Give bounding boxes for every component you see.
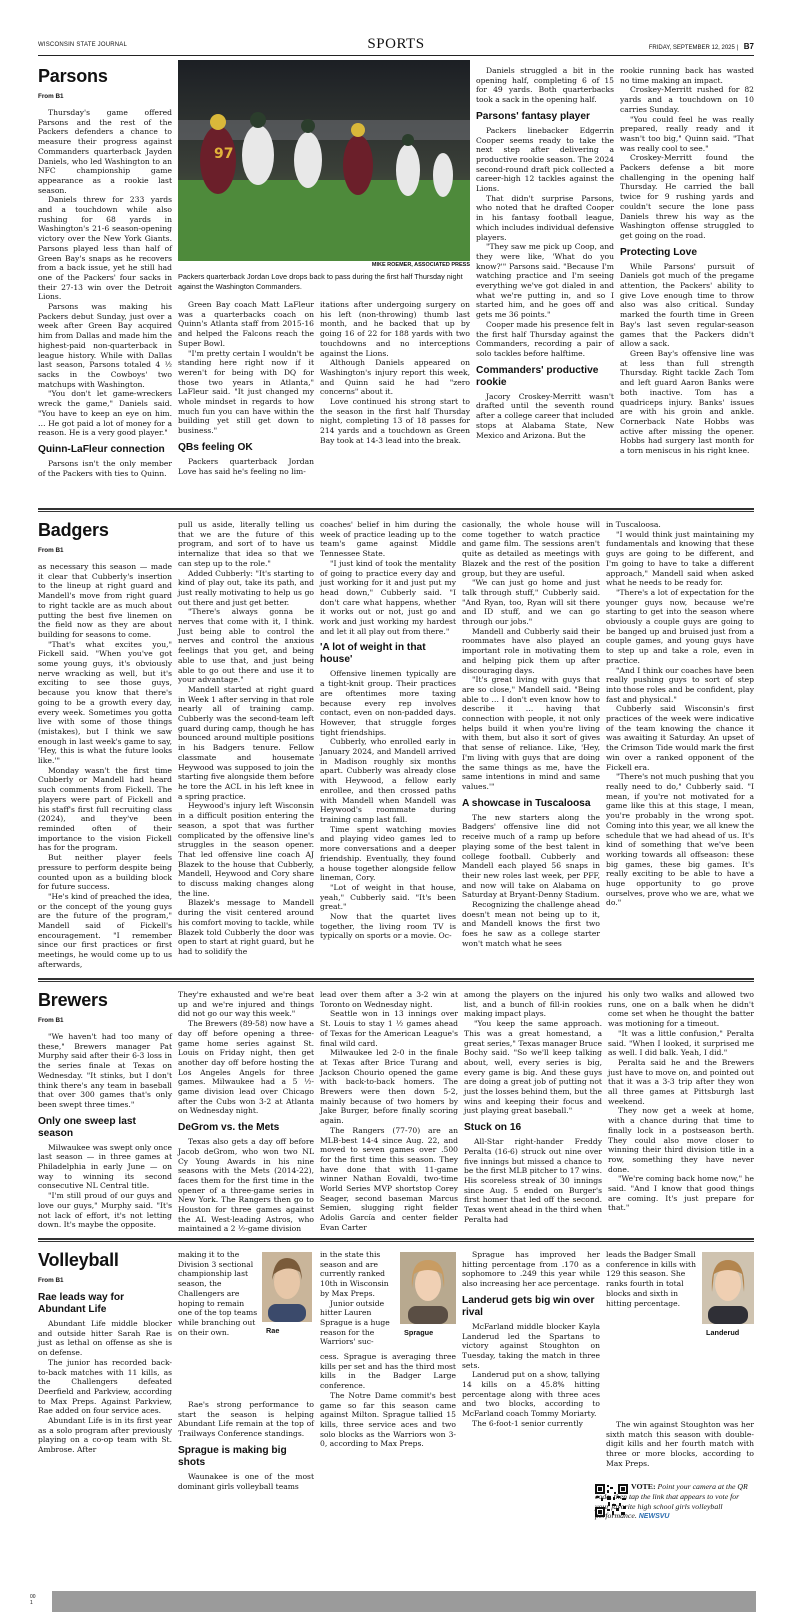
parsons-col-1 <box>38 66 172 484</box>
paragraph: "Lot of weight in that house, yeah," Cubberly said. "It's been great." <box>320 882 456 912</box>
photo-credit: MIKE ROEMER, ASSOCIATED PRESS <box>371 262 470 268</box>
badgers-subhead-weight: 'A lot of weight in that house' <box>320 642 426 666</box>
paragraph: cess. Sprague is averaging three kills per set and has the third most kills in the Badger Large conference. <box>320 1352 456 1391</box>
paragraph: Parsons was making his Packers debut Sunday, just over a week after Green Bay acquired him from Dallas and made him the highest-paid non-quarterback in league history. While with Dallas last season, Parsons totaled 4 ½ sacks in the Cowboys' two matchups with Washington. <box>38 302 172 389</box>
folio-code: 00 1 <box>30 1594 36 1606</box>
paragraph: "And I think our coaches have been really pushing guys to sort of step into those roles and be confident, play fast and physical." <box>606 665 754 704</box>
footer-bar <box>52 1591 756 1612</box>
paragraph: among the players on the injured list, and a bunch of fill-in rookies making impact plays. <box>464 990 602 1019</box>
brewers-subhead-degrom: DeGrom vs. the Mets <box>178 1122 280 1134</box>
page-number: B7 <box>743 42 754 51</box>
paragraph: "I'm still proud of our guys and love our guys," Murphy said. "It's not lack of effort, it's not letting down. It's maybe the opposite. <box>38 1191 172 1230</box>
paragraph: McFarland middle blocker Kayla Landerud led the Spartans to victory against Stoughton on Tuesday, taking the match in three sets. <box>462 1321 600 1370</box>
paragraph: "There's a lot of expectation for the younger guys now, because we're starting to get into the season where obviously a couple guys are going to be banged up and bruised just from a couple games, and young guys have to step up and take a role, even in practice. <box>606 587 754 665</box>
paragraph: Love continued his strong start to the season in the first half Thursday night, completing 13 of 18 passes for 214 yards and a touchdown as Green Bay took at 14-3 lead into the break. <box>320 397 470 445</box>
parsons-subhead-rookie: Commanders' productive rookie <box>476 364 599 388</box>
parsons-subhead-qbs: QBs feeling OK <box>178 441 253 453</box>
issue-date: FRIDAY, SEPTEMBER 12, 2025 <box>648 45 735 51</box>
section-title: SPORTS <box>367 36 425 52</box>
paragraph: in Tuscaloosa. <box>606 520 661 529</box>
badgers-col-5 <box>606 520 754 958</box>
brewers-col-4 <box>464 990 603 1224</box>
paragraph: Milwaukee was swept only once last season — in three games at Philadelphia in early June — on way to winning its second consecutive NL Central title. <box>38 1142 172 1191</box>
landerud-caption: Landerud <box>706 1328 740 1337</box>
svg-text:97: 97 <box>214 146 234 162</box>
paragraph: Heywood's injury left Wisconsin in a difficult position entering the season, a spot that was further complicated by the offensive line's struggles in the season opener. That led offensive line coach AJ Blazek to the house that Cubberly, Mandell, Heywood and Cory share to discuss making changes along the line. <box>178 801 314 898</box>
paragraph: lead over them after a 3-2 win at Toronto on Wednesday night. <box>320 990 458 1009</box>
paragraph: The win against Stoughton was her sixth match this season with double-digit kills and her fourth match with three or more blocks, according to Max Preps. <box>606 1420 754 1468</box>
paragraph: coaches' belief in him during the week of practice leading up to the team's game against Middle Tennessee State. <box>320 520 456 559</box>
brewers-subhead-sweep: Only one sweep last season <box>38 1115 136 1139</box>
photo-art <box>178 60 470 261</box>
paragraph: Sprague has improved her hitting percentage from .170 as a sophomore to .249 this year while also increasing her ace percentage. <box>462 1250 600 1289</box>
photo-cutline: Packers quarterback Jordan Love drops back to pass during the first half Thursday night against the Washington Commanders. <box>178 272 463 291</box>
volleyball-col-4 <box>462 1250 600 1580</box>
paragraph: making it to the Division 3 sectional championship last season, the Challengers are hoping to remain one of the top teams while branching out on their own. <box>178 1250 258 1337</box>
section-divider <box>38 978 754 980</box>
paragraph: The Rangers (77-70) are an MLB-best 14-4 since Aug. 22, and moved to seven games over .500 for the first time this season. They have done that with 11-game winner Nathan Eovaldi, two-time World Series MVP shortstop Corey Seager, second baseman Marcus Semien, slugging right fielder Adolis García and center fielder Evan Carter <box>320 1125 458 1232</box>
badgers-col-4 <box>462 520 600 958</box>
parsons-col-2 <box>178 300 314 486</box>
brewers-col-2 <box>178 990 314 1234</box>
paragraph: "He's kind of preached the idea, or the concept of the young guys are the future of the program," Mandell said of Fickell's encouragement. "I remember since our first practices or first meetings, he would come up to us afterwards, <box>38 891 172 969</box>
landerud-photo <box>702 1252 754 1324</box>
paragraph: as necessary this season — made it clear that Cubberly's insertion to the lineup at right guard and Mandell's move from right guard to right tackle are as much about putting the best five linemen on the field now as they are about building for seasons to come. <box>38 562 172 639</box>
paragraph: Added Cubberly: "It's starting to kind of play out, take its path, and just really motivating to help us go out there and just get better. <box>178 568 314 607</box>
badgers-col-3 <box>320 520 456 958</box>
paragraph: in the state this season and are currently ranked 10th in Wisconsin by Max Preps. <box>320 1250 389 1298</box>
volleyball-subhead-landerud: Landerud gets big win over rival <box>462 1294 595 1318</box>
paragraph: Waunakee is one of the most dominant girls volleyball teams <box>178 1471 314 1491</box>
brewers-subhead-stuck: Stuck on 16 <box>464 1122 522 1134</box>
paragraph: Cubberly, who enrolled early in January 2024, and Mandell arrived in Madison roughly six months apart. Cubberly was already close with Heywood, a fellow early enrollee, and then crossed paths with Mandell when Mandell was Heywood's roommate during training camp last fall. <box>320 737 456 824</box>
volleyball-subhead-rae: Rae leads way for Abundant Life <box>38 1292 125 1315</box>
paragraph: "It was a little confusion," Peralta said. "When I looked, it surprised me as well. I did balk. Yeah, I did." <box>608 1028 754 1058</box>
paragraph: Junior outside hitter Lauren Sprague is a huge reason for the Warriors' suc- <box>320 1298 390 1347</box>
paragraph: Croskey-Merritt rushed for 82 yards and a touchdown on 10 carries Sunday. <box>620 85 754 114</box>
badgers-col-1 <box>38 520 172 969</box>
paragraph: Milwaukee led 2-0 in the finale at Texas after Brice Turang and Jackson Chourio opened the game with back-to-back homers. The Brewers were then down 5-2, mainly because of two homers by Jake Burger, before finally scoring again. <box>320 1048 458 1126</box>
paragraph: Green Bay coach Matt LaFleur was a quarterbacks coach on Quinn's Atlanta staff from 2015-16 and helped the Falcons reach the Super Bowl. <box>178 300 314 348</box>
rae-photo <box>262 1252 312 1322</box>
paragraph: leads the Badger Small conference in kills with 129 this season. She ranks fourth in total blocks and sixth in hitting percentage. <box>606 1250 696 1308</box>
vote-label: VOTE: <box>631 1482 656 1491</box>
badgers-from: From B1 <box>38 547 64 554</box>
sprague-headshot <box>400 1252 456 1324</box>
paragraph: Cooper made his presence felt in the first half Thursday against the Commanders, recording a pair of solo tackles before halftime. <box>476 319 614 358</box>
parsons-subhead-love: Protecting Love <box>620 246 697 258</box>
parsons-subhead-quinn: Quinn-LaFleur connection <box>38 443 165 455</box>
paragraph: The new starters along the Badgers' offensive line did not receive much of a ramp up before playing some of the best talent in college football. Cubberly and Mandell each played 56 snaps in their new roles last week, per PFF, and now will take on Alabama on Saturday at Bryant-Denny Stadium. <box>462 812 600 900</box>
brewers-col-5 <box>608 990 754 1218</box>
volleyball-col-5a <box>606 1250 700 1380</box>
badgers-headline: Badgers <box>38 520 109 540</box>
paragraph: "You keep the same approach. This was a great homestand, a great series," Texas manager Bruce Bochy said. "So we'll keep talking about, well, every series is big, every game is big. And these guys are doing a great job of putting not just the losses behind them, but the wins and keeping their focus and just playing great baseball." <box>464 1019 603 1116</box>
paragraph: Seattle won in 13 innings over St. Louis to stay 1 ½ games ahead of Texas for the American League's final wild card. <box>320 1009 458 1048</box>
rae-caption: Rae <box>266 1326 280 1335</box>
landerud-headshot <box>702 1252 754 1324</box>
parsons-from: From B1 <box>38 93 64 100</box>
paragraph: That didn't surprise Parsons, who noted that he drafted Cooper in his fantasy football league, which includes individual defensive players. <box>476 193 614 242</box>
paper-name: WISCONSIN STATE JOURNAL <box>38 42 128 48</box>
volleyball-headline: Volleyball <box>38 1250 119 1270</box>
paragraph: Monday wasn't the first time Cubberly or Mandell had heard such comments from Fickell. The players were part of Fickell and his staff's first full recruiting class (2024), and they've been reminded often of their importance to the vision Fickell has for the program. <box>38 765 172 853</box>
vote-callout <box>595 1482 755 1521</box>
paragraph: But neither player feels pressure to perform despite being counted upon as a building block for future success. <box>38 853 172 892</box>
date-page: FRIDAY, SEPTEMBER 12, 2025 | B7 <box>648 42 754 51</box>
paragraph: Now that the quartet lives together, the living room TV is typically on sports or a movie. Oc- <box>320 912 456 941</box>
paragraph: All-Star right-hander Freddy Peralta (16-6) struck out nine over five innings but missed a chance to be the first MLB pitcher to 17 wins. His scoreless streak of 30 innings since Aug. 5 ended on Burger's first homer that led off the second. Texas went ahead in the third when Peralta had <box>464 1137 602 1224</box>
paragraph: "They saw me pick up Coop, and they were like, 'What do you know?'" Parsons said. "Because I'm watching practice and I'm seeing everything we've got dialed in and what we're putting in, and so I started him, and he goes off and gets me 36 points." <box>476 242 614 320</box>
paragraph: pull us aside, literally telling us that we are the future of this program, and sort of to have us internalize that idea so that we can step up to the role." <box>178 520 314 568</box>
paragraph: Thursday's game offered Parsons and the rest of the Packers defenders a chance to measure their progress against Commanders quarterback Jayden Daniels, who led Washington to an NFC championship game appearance as a rookie last season. <box>38 108 172 195</box>
paragraph: Mandell and Cubberly said their roommates have also played an important role in motivating them and helping pick them up after discouraging days. <box>462 626 600 675</box>
brewers-col-1 <box>38 990 172 1230</box>
paragraph: Green Bay's offensive line was at less than full strength Thursday. Right tackle Zach Tom and left guard Aaron Banks were both inactive. Tom has a quadriceps injury. Banks' issues are with his groin and ankle. Cornerback Nate Hobbs was active after missing the opener. Hobbs had surgery last month for a torn meniscus in his right knee. <box>620 348 754 456</box>
paragraph: "I would think just maintaining my fundamentals and knowing that these guys are going to be different, and I'm going to have to take a different approach," Mandell said when asked what he needs to be ready for. <box>606 529 754 588</box>
paragraph: "There's always gonna be nerves that come with it, I think. Just being able to control the nerves and control the anxious feelings that you get, and being able to use that, and just being able to go out there and use it to your advantage." <box>178 607 314 685</box>
parsons-col-4 <box>476 66 614 486</box>
paragraph: The Notre Dame commit's best game so far this season came against Milton. Sprague tallied 15 kills, three service aces and two solo blocks as the Warriors won 3-0, according to Max Preps. <box>320 1390 456 1449</box>
volleyball-col-2 <box>178 1400 314 1580</box>
paragraph: "I just kind of took the mentality of going to practice every day and just working for it and just put my head down," Cubberly said. "I don't care what happens, whether it works out or not, just go and work and just working my hardest and let it all play out from there." <box>320 558 456 636</box>
paragraph: While Parsons' pursuit of Daniels got much of the pregame attention, the Packers' ability to give Love enough time to throw also was also critical. Sunday marked the fourth time in Green Bay's last seven regular-season games that the Packers didn't allow a sack. <box>620 261 754 349</box>
volleyball-col-3 <box>320 1352 456 1580</box>
parsons-col-3 <box>320 300 470 486</box>
paragraph: "It's great living with guys that are so close," Mandell said. "Being able to … I don't even know how to describe it … having that connection with people, it not only helps build it when you're living with them, but also it sort of gives that sense of reliance. Like, 'Hey, I'm living with guys that are doing the same things as me, have the same intentions in mind and same values.'" <box>462 675 600 791</box>
masthead <box>38 36 754 56</box>
paragraph: "That's what excites you," Fickell said. "When you've got some young guys, it's obviously nerve wracking as well, but it's exciting to see those guys, because you know that there's going to be a growth every day, every week. Sometimes you gotta live with some of those things (mistakes), but I think we saw enough in last week's game to say, 'Hey, this is what the future looks like.'" <box>38 639 172 766</box>
paragraph: Daniels struggled a bit in the opening half, completing 6 of 15 for 49 yards. Both quarterbacks took a sack in the opening half. <box>476 66 614 105</box>
vote-text: Point your camera at the QR code, then tap the link that appears to vote for your favorite high school girls volleyball performance. <box>595 1482 748 1521</box>
paragraph: his only two walks and allowed two runs, one on a balk when he didn't come set when he thought the batter was motioning for a timeout. <box>608 990 754 1029</box>
paragraph: "We can just go home and just talk through stuff," Cubberly said. "And Ryan, too, Ryan will sit there and ID stuff, and we can go through our jobs." <box>462 578 600 627</box>
volleyball-subhead-sprague: Sprague is making big shots <box>178 1444 287 1468</box>
brewers-headline: Brewers <box>38 990 108 1010</box>
packers-game-photo <box>178 60 470 261</box>
paragraph: The Brewers (89-58) now have a day off before opening a three-game home series against St. Louis on Friday night, then get another day off before hosting the Los Angeles Angels for three games. Milwaukee had a 5 ½-game division lead over Chicago after the Cubs won 3-2 at Atlanta on Wednesday night. <box>178 1019 314 1116</box>
paragraph: Cubberly said Wisconsin's first practices of the week were indicative of the team knowing the chance it was awaiting it Saturday. An upset of the Crimson Tide would mark the first win over a ranked opponent of the Fickell era. <box>606 704 754 772</box>
paragraph: Rae's strong performance to start the season is helping Abundant Life remain at the top of Trailways Conference standings. <box>178 1400 314 1439</box>
paragraph: "We're coming back home now," he said. "And I know that good things are coming. It's just prepare for that." <box>608 1174 754 1213</box>
paragraph: Although Daniels appeared on Washington's injury report this week, and Quinn said he had "zero concerns" about it. <box>320 358 470 397</box>
paragraph: "There's not much pushing that you really need to do," Cubberly said. "I mean, if you're not motivated for a game like this at this stage, I mean, you're probably in the wrong spot. Coming into this year, we all knew the schedule that we had ahead of us. It's kind of something that we've been working towards all offseason: these big games, these big games. It's really exciting to be able to have a huge opportunity to go prove ourselves, prove who we are, what we do." <box>606 772 754 908</box>
paragraph: The junior has recorded back-to-back matches with 11 kills, as the Challengers defeated Deerfield and Parkview, according to Max Preps. Against Parkview, Rae added on four service aces. <box>38 1357 172 1416</box>
paragraph: Packers quarterback Jordan Love has said he's feeling no lim- <box>178 456 314 476</box>
badgers-col-2 <box>178 520 314 958</box>
paragraph: Croskey-Merritt found the Packers defense a bit more challenging in the opening half Thursday. He carried the ball twice for 9 rushing yards and couldn't secure the lone pass Daniels threw his way as the Washington offense struggled to get going on the road. <box>620 153 754 240</box>
paragraph: Jacory Croskey-Merritt wasn't drafted until the seventh round after a college career that included stops at Alabama State, New Mexico and Arizona. But the <box>476 391 614 440</box>
brewers-col-3 <box>320 990 458 1232</box>
paragraph: "We haven't had too many of these," Brewers manager Pat Murphy said after their 6-3 loss in the series finale at Texas on Wednesday. "It stinks, but I don't think there's any team in baseball that over 300 games that's only been swept three times." <box>38 1032 172 1109</box>
parsons-subhead-fantasy: Parsons' fantasy player <box>476 110 590 122</box>
paragraph: Mandell started at right guard in Week 1 after serving in that role nearly all of training camp. Cubberly was the second-team left guard during camp, though he has bounced around multiple positions in his Badgers tenure. Fellow classmate and housemate Heywood was supposed to join the starting five alongside them before he tore the ACL in his left knee in a spring practice. <box>178 684 314 801</box>
paragraph: The 6-foot-1 senior currently <box>472 1418 583 1428</box>
section-divider <box>38 508 754 510</box>
paragraph: Texas also gets a day off before Jacob deGrom, who won two NL Cy Young Awards in his nine seasons with the Mets (2014-22), faces them for the first time in the opener of a three-game series in New York. The Rangers then go to Houston for three games against the AL West-leading Astros, who maintained a 2 ½-game division <box>178 1137 314 1234</box>
volleyball-from: From B1 <box>38 1277 64 1284</box>
sprague-caption: Sprague <box>404 1328 434 1337</box>
paragraph: itations after undergoing surgery on his left (non-throwing) thumb last month, and he backed that up by going 16 of 22 for 188 yards with two touchdowns and no interceptions against the Lions. <box>320 300 470 358</box>
paragraph: Blazek's message to Mandell during the visit centered around his comfort moving to tackle, while Blazek told Cubberly the door was open to start at right guard, but he had to solidify the <box>178 898 314 956</box>
newsvu-logo: NEWSVU <box>638 1513 670 1521</box>
paragraph: casionally, the whole house will come together to watch practice and game film. The sessions aren't quite as detailed as meetings with Blazek and the rest of the position group, but they are useful. <box>462 520 600 578</box>
paragraph: They're exhausted and we're beat up and we're injured and things did not go our way this week." <box>178 990 314 1019</box>
paragraph: "I'm pretty certain I wouldn't be standing here right now if it weren't for being with DQ for those two years in Atlanta," LaFleur said. "It just changed my whole mindset in regards to how much fun you can have within the building yet still get down to business." <box>178 348 314 436</box>
sprague-photo <box>400 1252 456 1324</box>
paragraph: Landerud put on a show, tallying 14 kills on a 45.8% hitting percentage along with three aces and two blocks, according to McFarland coach Tommy Moriarty. <box>462 1370 600 1419</box>
paragraph: Packers linebacker Edgerrin Cooper seems ready to take the next step after delivering a productive rookie season. The 2024 second-round draft pick collected a career-high 12 tackles against the Lions. <box>476 125 614 194</box>
paragraph: "You don't let game-wreckers wreck the game," Daniels said. "You have to keep an eye on him. … He got paid a lot of money for a reason. He is a very good player." <box>38 389 172 438</box>
volleyball-col-5 <box>606 1420 754 1480</box>
volleyball-col-1 <box>38 1250 172 1580</box>
paragraph: Parsons isn't the only member of the Packers with ties to Quinn. <box>38 458 172 478</box>
paragraph: Time spent watching movies and playing video games led to more conversations and a deeper friendship. Eventually, they found a house together alongside fellow lineman, Cory. <box>320 824 456 883</box>
parsons-headline: Parsons <box>38 66 108 86</box>
rae-headshot <box>262 1252 312 1322</box>
section-divider <box>38 1238 754 1240</box>
parsons-col-5 <box>620 66 754 486</box>
volleyball-col-2a <box>178 1250 258 1400</box>
paragraph: Recognizing the challenge ahead doesn't mean not being up to it, and Mandell knows the first two foes he saw as a college starter won't match what he sees <box>462 900 600 948</box>
paragraph: Peralta said he and the Brewers just have to move on, and pointed out that it was a 3-3 trip after they won all three games at Pittsburgh last weekend. <box>608 1057 754 1106</box>
paragraph: rookie running back has wasted no time making an impact. <box>620 66 754 85</box>
paragraph: Offensive linemen typically are a tight-knit group. Their practices are oftentimes more taxing because every rep involves contact, even on non-padded days. However, that struggle forges tight friendships. <box>320 669 456 737</box>
brewers-from: From B1 <box>38 1017 64 1024</box>
paragraph: "You could feel he was really prepared, really ready and it wasn't too big," Quinn said. "That was really cool to see." <box>620 114 754 153</box>
badgers-subhead-tuscaloosa: A showcase in Tuscaloosa <box>462 797 591 809</box>
paragraph: Abundant Life middle blocker and outside hitter Sarah Rae is just as lethal on offense as she is on defense. <box>38 1319 172 1358</box>
section-divider <box>38 511 754 512</box>
paragraph: Abundant Life is in its first year as a solo program after previously playing on a co-op team with St. Ambrose. After <box>38 1416 172 1455</box>
paragraph: Daniels threw for 233 yards and a touchdown while also rushing for 68 yards in Washington's 21-6 season-opening victory over the New York Giants. Parsons played less than half of Green Bay's snaps as he recovers from a back issue, yet he still had one of the Packers' four sacks in their 27-13 win over the Detroit Lions. <box>38 195 172 302</box>
paragraph: They now get a week at home, with a chance during that time to finally lock in a postseason berth. They could also move closer to winning their third division title in a row, something they have never done. <box>608 1106 754 1174</box>
section-divider <box>38 1241 754 1242</box>
section-divider <box>38 981 754 982</box>
